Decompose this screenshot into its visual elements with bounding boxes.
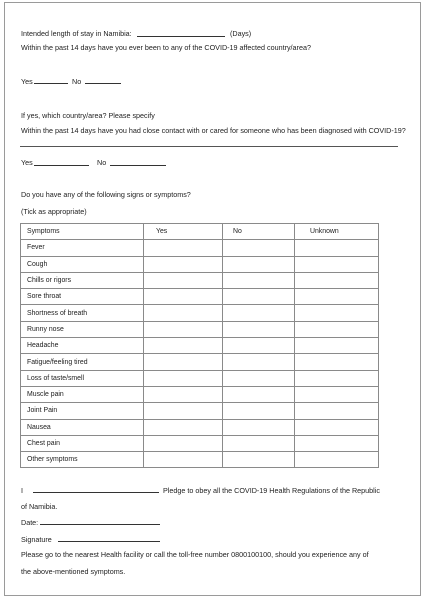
tick-cell-unknown[interactable]	[295, 256, 379, 272]
specify-country-label: If yes, which country/area? Please specify	[21, 111, 155, 120]
tick-cell-yes[interactable]	[144, 370, 223, 386]
pledge-text-continued: of Namibia.	[21, 502, 58, 511]
tick-cell-yes[interactable]	[144, 240, 223, 256]
symptom-name: Other symptoms	[21, 452, 144, 468]
symptom-name: Shortness of breath	[21, 305, 144, 321]
tick-cell-unknown[interactable]	[295, 240, 379, 256]
tick-cell-unknown[interactable]	[295, 452, 379, 468]
tick-cell-unknown[interactable]	[295, 354, 379, 370]
symptom-name: Loss of taste/smell	[21, 370, 144, 386]
table-row	[21, 419, 379, 435]
pledge-name-field[interactable]	[33, 492, 159, 493]
tick-cell-no[interactable]	[223, 370, 295, 386]
stay-label: Intended length of stay in Namibia:	[21, 29, 132, 38]
symptom-name: Joint Pain	[21, 403, 144, 419]
symptom-name: Cough	[21, 256, 144, 272]
header-no: No	[223, 224, 295, 240]
tick-cell-no[interactable]	[223, 354, 295, 370]
contact-no-field[interactable]	[110, 165, 166, 166]
tick-cell-yes[interactable]	[144, 435, 223, 451]
symptom-name: Sore throat	[21, 289, 144, 305]
pledge-text: Pledge to obey all the COVID-19 Health Regulations of the Republic	[163, 486, 380, 495]
tick-cell-unknown[interactable]	[295, 435, 379, 451]
pledge-prefix: I	[21, 486, 23, 495]
specify-country-field[interactable]	[20, 146, 398, 147]
tick-cell-no[interactable]	[223, 272, 295, 288]
table-row	[21, 354, 379, 370]
symptom-name: Muscle pain	[21, 386, 144, 402]
header-symptoms: Symptoms	[21, 224, 144, 240]
tick-cell-unknown[interactable]	[295, 370, 379, 386]
tick-cell-unknown[interactable]	[295, 289, 379, 305]
contact-yes-field[interactable]	[34, 165, 89, 166]
tick-cell-no[interactable]	[223, 289, 295, 305]
tick-cell-no[interactable]	[223, 419, 295, 435]
header-unknown: Unknown	[295, 224, 379, 240]
tick-cell-yes[interactable]	[144, 321, 223, 337]
tick-cell-unknown[interactable]	[295, 419, 379, 435]
tick-cell-unknown[interactable]	[295, 321, 379, 337]
symptoms-table	[20, 223, 379, 468]
tick-cell-unknown[interactable]	[295, 272, 379, 288]
question-affected-country: Within the past 14 days have you ever been to any of the COVID-19 affected country/area?	[21, 43, 311, 52]
table-row	[21, 370, 379, 386]
tick-cell-no[interactable]	[223, 321, 295, 337]
contact-yes-label: Yes	[21, 158, 33, 167]
tick-cell-yes[interactable]	[144, 419, 223, 435]
closing-note-line-2: the above-mentioned symptoms.	[21, 567, 126, 576]
table-header-row	[21, 224, 379, 240]
signature-field[interactable]	[58, 541, 160, 542]
contact-no-label: No	[97, 158, 107, 167]
tick-cell-no[interactable]	[223, 386, 295, 402]
symptom-name: Headache	[21, 338, 144, 354]
table-row	[21, 321, 379, 337]
stay-days-field[interactable]	[137, 36, 225, 37]
tick-cell-yes[interactable]	[144, 386, 223, 402]
tick-cell-yes[interactable]	[144, 403, 223, 419]
symptom-name: Runny nose	[21, 321, 144, 337]
table-row	[21, 256, 379, 272]
affected-no-label: No	[72, 77, 82, 86]
header-yes: Yes	[144, 224, 223, 240]
table-row	[21, 240, 379, 256]
tick-cell-yes[interactable]	[144, 289, 223, 305]
date-label: Date:	[21, 518, 39, 527]
tick-cell-unknown[interactable]	[295, 338, 379, 354]
tick-cell-yes[interactable]	[144, 256, 223, 272]
table-row	[21, 386, 379, 402]
symptom-name: Chest pain	[21, 435, 144, 451]
date-field[interactable]	[40, 524, 160, 525]
signature-label: Signature	[21, 535, 52, 544]
tick-cell-no[interactable]	[223, 338, 295, 354]
tick-cell-no[interactable]	[223, 435, 295, 451]
symptom-name: Fever	[21, 240, 144, 256]
table-row	[21, 435, 379, 451]
tick-cell-no[interactable]	[223, 256, 295, 272]
affected-no-field[interactable]	[85, 83, 121, 84]
affected-yes-label: Yes	[21, 77, 33, 86]
symptom-name: Fatigue/feeling tired	[21, 354, 144, 370]
table-row	[21, 452, 379, 468]
tick-cell-yes[interactable]	[144, 338, 223, 354]
closing-note-line-1: Please go to the nearest Health facility or call the toll-free number 0800100100, should you experience any of	[21, 550, 369, 559]
tick-cell-yes[interactable]	[144, 305, 223, 321]
tick-note: (Tick as appropriate)	[21, 207, 87, 216]
symptom-name: Chills or rigors	[21, 272, 144, 288]
question-close-contact: Within the past 14 days have you had close contact with or cared for someone who has been diagnosed with COVID-19?	[21, 126, 406, 135]
tick-cell-no[interactable]	[223, 305, 295, 321]
tick-cell-no[interactable]	[223, 452, 295, 468]
affected-yes-field[interactable]	[34, 83, 68, 84]
table-row	[21, 272, 379, 288]
tick-cell-unknown[interactable]	[295, 386, 379, 402]
table-row	[21, 289, 379, 305]
tick-cell-yes[interactable]	[144, 272, 223, 288]
question-symptoms: Do you have any of the following signs or symptoms?	[21, 190, 191, 199]
tick-cell-yes[interactable]	[144, 354, 223, 370]
tick-cell-unknown[interactable]	[295, 305, 379, 321]
tick-cell-no[interactable]	[223, 403, 295, 419]
tick-cell-unknown[interactable]	[295, 403, 379, 419]
table-row	[21, 305, 379, 321]
tick-cell-yes[interactable]	[144, 452, 223, 468]
table-row	[21, 338, 379, 354]
symptom-name: Nausea	[21, 419, 144, 435]
stay-days-suffix: (Days)	[230, 29, 252, 38]
table-row	[21, 403, 379, 419]
tick-cell-no[interactable]	[223, 240, 295, 256]
